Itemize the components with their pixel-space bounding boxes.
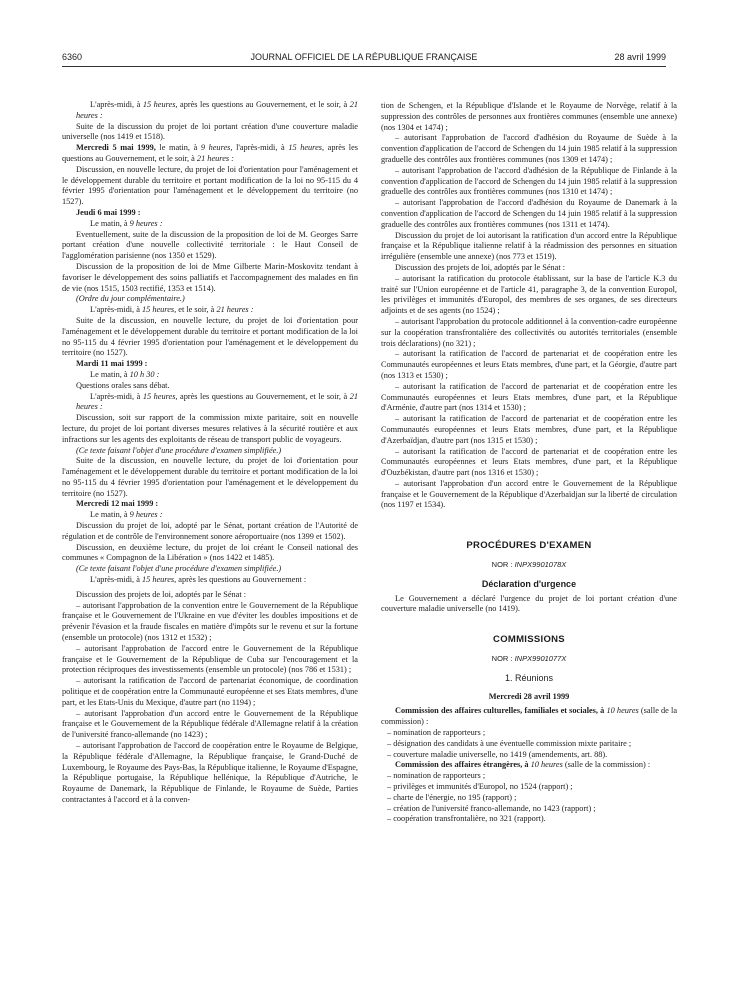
bill-item: – autorisant l'approbation d'un accord entre le Gouvernement de la République française et le Gouvernement de la République fédérale d'Allemagne relatif à la création de l'université franco-allemande (no 1423) ; [62,708,358,740]
bill-item: – autorisant l'approbation de l'accord d'adhésion du Royaume de Suède à la convention d'application de l'accord de Schengen du 14 juin 1985 relatif à la suppression graduelle des contrôles aux frontières communes (nos 1309 et 1474) ; [381,133,677,164]
bill-item: – autorisant l'approbation de l'accord de coopération entre le Royaume de Belgique, la République fédérale d'Allemagne, la République française, le Grand-Duché de Luxembourg, le Royaume des Pays-Bas, la République italienne, le Royaume d'Espagne, la République portugaise, la République hellénique, la République d'Autriche, le Royaume de Danemark, la République de Finlande, le Royaume de Suède, Parties contractantes à l'accord et à la conven- [62,741,358,804]
agenda-item: Discussion des projets de loi, adoptés par le Sénat : [76,589,247,599]
commission-item: – privilèges et immunités d'Europol, no 1524 (rapport) ; [387,782,573,792]
left-column [62,100,358,980]
agenda-note: (Ce texte faisant l'objet d'une procédure d'examen simplifiée.) [76,564,282,574]
bill-item: – autorisant la ratification de l'accord de partenariat et de coopération entre les Communautés européennes et leurs Etats membres, d'une part, et la République d'Ouzbékistan, d'autre part (nos 1316 et 1530) ; [381,446,677,478]
agenda-item: Discussion, soit sur rapport de la commission mixte paritaire, soit en nouvelle lecture, du projet de loi portant diverses mesures relatives à la sécurité routière et aux infractions sur les agents des exploitants de réseau de transport public de voyageurs. [62,413,358,444]
header-rule [62,66,666,67]
declaration-text: Le Gouvernement a déclaré l'urgence du projet de loi portant création d'une couverture maladie universelle (no 1419). [381,593,677,614]
bill-item: – autorisant la ratification de l'accord de partenariat et de coopération entre les Communautés européennes et leurs Etats membres, d'une part, et la Géorgie, d'autre part (nos 1313 et 1530) ; [381,349,677,380]
day-heading: Mercredi 12 mai 1999 : [76,499,159,509]
bill-item: tion de Schengen, et la République d'Islande et le Royaume de Norvège, relatif à la suppression des contrôles de personnes aux frontières communes (ensemble une annexe)(nos 1304 et 1474) ; [381,101,677,132]
commission-item: – création de l'université franco-allemande, no 1423 (rapport) ; [387,803,596,813]
agenda-item: Eventuellement, suite de la discussion de la proposition de loi de M. Georges Sarre portant création d'une nouvelle collectivité territoriale : le Haut Conseil de l'agglomération parisienne (nos 1350 et 1529). [62,229,358,261]
bill-item: – autorisant l'approbation de l'accord entre le Gouvernement de la République française et le Gouvernement de la République de Cuba sur l'encouragement et la protection réciproques des investissements (ensemble un protocole) (nos 786 et 1531) ; [62,643,358,675]
commission-item: – désignation des candidats à une éventuelle commission mixte paritaire ; [387,738,632,748]
commission-item: – charte de l'énergie, no 195 (rapport) ; [387,792,517,802]
day-heading: Mercredi 5 mai 1999, le matin, à 9 heures, l'après-midi, à 15 heures, après les questions au Gouvernement, et le soir, à 21 heures : [62,143,358,163]
section-title-procedures: PROCÉDURES D'EXAMEN [466,540,592,552]
page-number: 6360 [62,52,83,62]
commission-item: – nomination de rapporteurs ; [387,771,486,781]
meeting-date-heading: Mercredi 28 avril 1999 [488,691,570,701]
issue-date: 28 avril 1999 [614,52,666,62]
nor-reference: NOR : INPX9901078X [491,560,567,570]
bill-item: – autorisant l'approbation de l'accord d'adhésion du Royaume de Danemark à la convention d'application de l'accord de Schengen du 14 juin 1985 relatif à la suppression graduelle des contrôles aux frontières communes (nos 1311 et 1474). [381,198,677,229]
subsection-title-reunions: 1. Réunions [504,672,554,683]
commission-heading: Commission des affaires culturelles, familiales et sociales, à 10 heures (salle de la commission) : [381,706,677,727]
agenda-item: Suite de la discussion, en nouvelle lecture, du projet de loi d'orientation pour l'aménagement et le développement durable du territoire et portant modification de la loi no 95-115 du 4 février 1995 d'orientation pour l'aménagement et le développement du territoire (no 1527). [62,456,358,498]
agenda-item: Discussion, en deuxième lecture, du projet de loi créant le Conseil national des communes « Compagnon de la Libération » (nos 1422 et 1485). [62,542,358,563]
schedule-line: L'après-midi, à 15 heures, après les questions au Gouvernement : [90,575,307,585]
subsection-title-declaration: Déclaration d'urgence [481,578,577,589]
bill-item: – autorisant la ratification du protocole établissant, sur la base de l'article K.3 du traité sur l'Union européenne et de l'article 41, paragraphe 3, de la convention Europol, les privilèges et immunités d'Europol, des membres de ses organes, de ses directeurs adjoints et de ses agents (no 1524) ; [381,273,677,316]
agenda-item: Discussion, en nouvelle lecture, du projet de loi d'orientation pour l'aménagement et le développement durable du territoire et portant modification de la loi no 95-115 du 4 février 1995 d'orientation pour l'aménagement et le développement du territoire (no 1527). [62,164,358,207]
commission-item: – nomination de rapporteurs ; [387,728,486,738]
bill-item: – autorisant l'approbation du protocole additionnel à la convention-cadre européenne sur la coopération transfrontalière des collectivités ou autorités territoriales (ensemble trois déclarations) (no 321) ; [381,316,677,348]
schedule-line: Le matin, à 9 heures : [90,218,163,228]
agenda-item: Discussion du projet de loi autorisant la ratification d'un accord entre la République française et la République italienne relatif à la réadmission des personnes en situation irrégulière (ensemble une annexe) (nos 773 et 1519). [381,230,677,262]
commission-item: – coopération transfrontalière, no 321 (rapport). [387,814,546,824]
schedule-line: L'après-midi, à 15 heures, et le soir, à 21 heures : [90,305,254,315]
commission-heading: Commission des affaires étrangères, à 10 heures (salle de la commission) : [395,760,651,770]
bill-item: – autorisant la ratification de l'accord de partenariat économique, de coordination politique et de coopération entre la Communauté européenne et ses Etats membres, d'une part, et les Etats-Unis du Mexique, d'autre part (no 1194) ; [62,676,358,707]
section-title-commissions: COMMISSIONS [493,634,565,646]
schedule-line: Le matin, à 9 heures : [90,510,163,520]
schedule-line: L'après-midi, à 15 heures, après les questions au Gouvernement, et le soir, à 21 heures : [76,100,358,120]
page-header [62,52,666,66]
commission-item: – couverture maladie universelle, no 1419 (amendements, art. 88). [387,749,608,759]
agenda-item: Questions orales sans débat. [76,380,170,390]
right-column [381,101,677,981]
agenda-item: Discussion des projets de loi, adoptés par le Sénat : [395,262,566,272]
agenda-item: Suite de la discussion, en nouvelle lecture, du projet de loi d'orientation pour l'aménagement et le développement durable du territoire et portant modification de la loi no 95-115 du 4 février 1995 d'orientation pour l'aménagement et le développement du territoire (no 1527). [62,315,358,358]
journal-title: JOURNAL OFFICIEL DE LA RÉPUBLIQUE FRANÇAISE [250,52,478,62]
bill-item: – autorisant l'approbation de la convention entre le Gouvernement de la République française et le Gouvernement de l'Ukraine en vue d'éviter les doubles impositions et de prévenir l'évasion et la fraude fiscales en matière d'impôts sur le revenu et sur la fortune (ensemble un protocole) (nos 1312 et 1532) ; [62,600,358,643]
agenda-note: (Ce texte faisant l'objet d'une procédure d'examen simplifiée.) [76,445,282,455]
day-heading: Mardi 11 mai 1999 : [76,359,148,369]
bill-item: – autorisant la ratification de l'accord de partenariat et de coopération entre les Communautés européennes et leurs Etats membres, d'une part, et la République d'Azerbaïdjan, d'autre part (nos 1315 et 1530) ; [381,414,677,445]
bill-item: – autorisant la ratification de l'accord de partenariat et de coopération entre les Communautés européennes et leurs Etats membres, d'une part, et la République d'Arménie, d'autre part (nos 1314 et 1530) ; [381,381,677,413]
agenda-item: Discussion du projet de loi, adopté par le Sénat, portant création de l'Autorité de régulation et de contrôle de l'environnement sonore aéroportuaire (nos 1399 et 1502). [62,521,358,541]
agenda-item: Suite de la discussion du projet de loi portant création d'une couverture maladie universelle (nos 1419 et 1518). [62,121,358,142]
bill-item: – autorisant l'approbation de l'accord d'adhésion de la République de Finlande à la convention d'application de l'accord de Schengen du 14 juin 1985 relatif à la suppression graduelle des contrôles aux frontières communes (nos 1310 et 1474) ; [381,165,677,197]
bill-item: – autorisant l'approbation d'un accord entre le Gouvernement de la République française et le Gouvernement de la République d'Azerbaïdjan sur la liberté de circulation (nos 1197 et 1534). [381,478,677,510]
schedule-line: L'après-midi, à 15 heures, après les questions au Gouvernement, et le soir, à 21 heures : [76,391,358,412]
schedule-line: Le matin, à 10 h 30 : [90,369,160,379]
agenda-note: (Ordre du jour complémentaire.) [76,294,185,304]
nor-reference: NOR : INPX9901077X [491,654,567,664]
agenda-item: Discussion de la proposition de loi de Mme Gilberte Marin-Moskovitz tendant à favoriser le développement des soins palliatifs et l'accompagnement des malades en fin de vie (nos 1515, 1503 rectifié, 1353 et 1514). [62,261,358,293]
day-heading: Jeudi 6 mai 1999 : [76,207,141,217]
